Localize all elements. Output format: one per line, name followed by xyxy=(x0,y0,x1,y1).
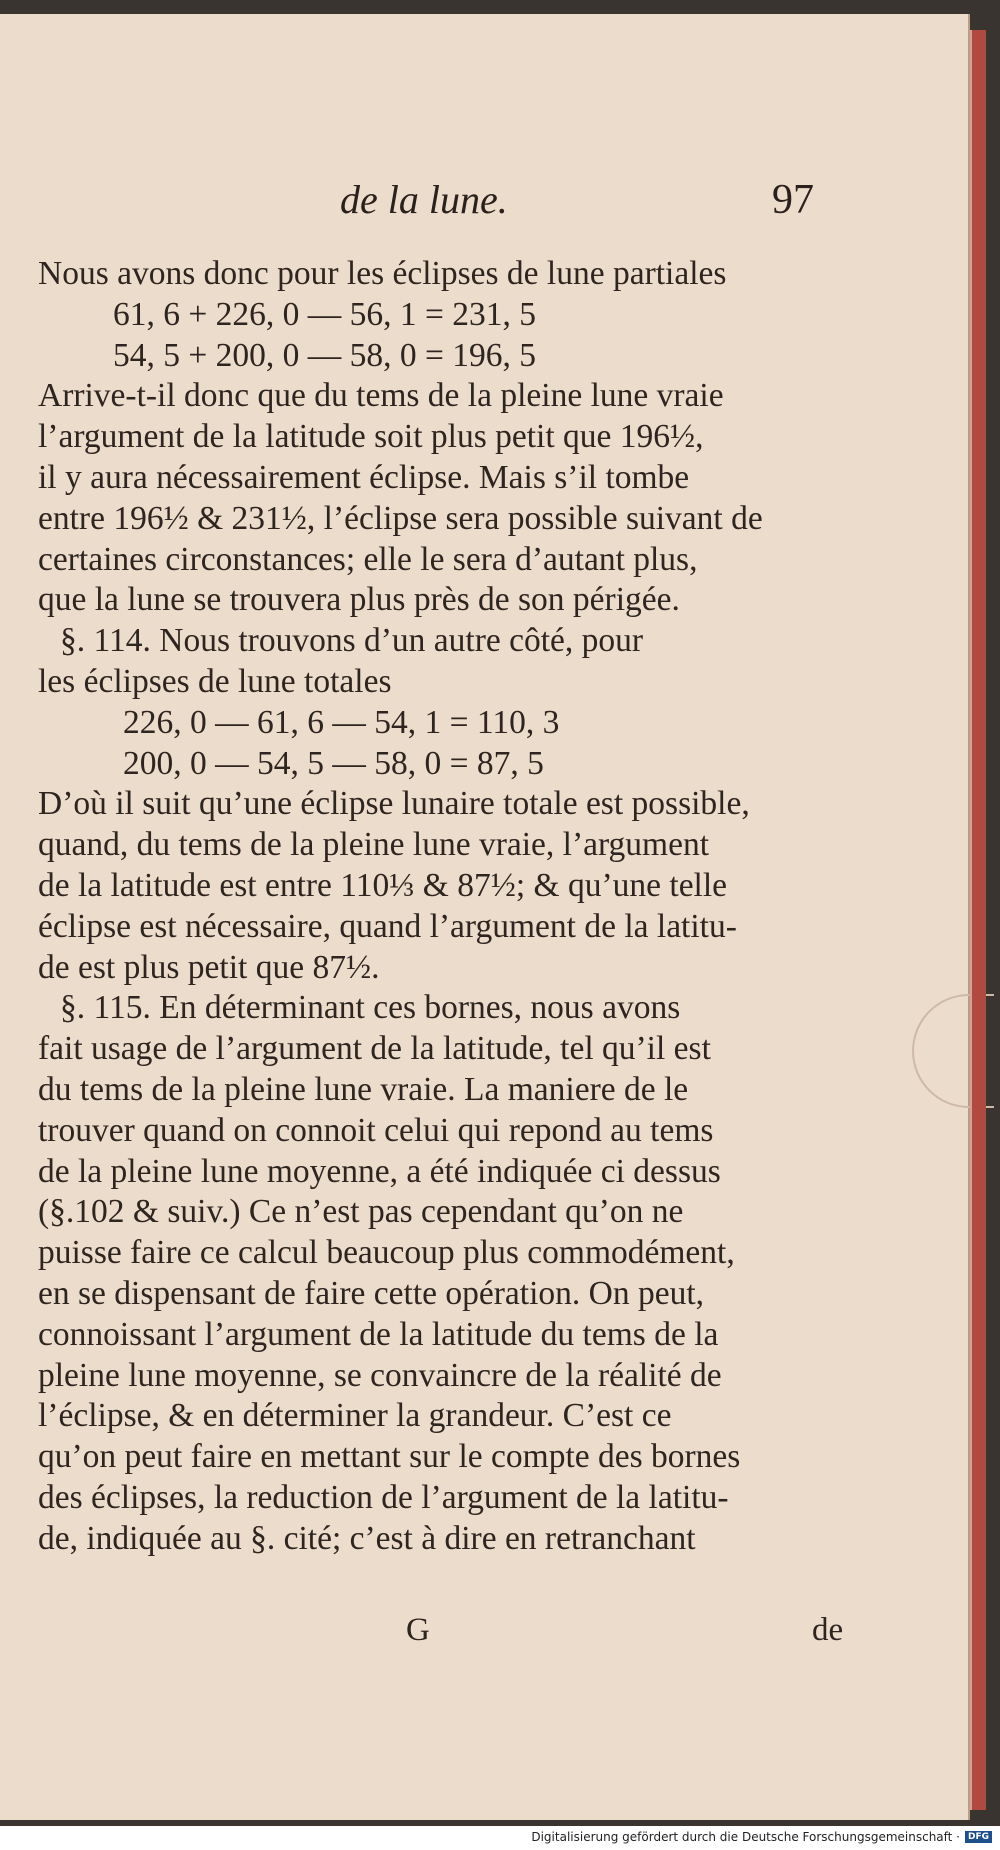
running-title: de la lune. xyxy=(340,177,508,222)
dfg-logo-icon: DFG xyxy=(965,1831,992,1843)
body-text xyxy=(38,254,850,1560)
text-line: de la latitude est entre 110⅓ & 87½; & qu’une telle xyxy=(38,866,728,904)
text-line: connoissant l’argument de la latitude du tems de la xyxy=(38,1315,719,1353)
text-line: qu’on peut faire en mettant sur le compte des bornes xyxy=(38,1438,741,1476)
text-line: pleine lune moyenne, se convaincre de la réalité de xyxy=(38,1356,722,1394)
text-line: du tems de la pleine lune vraie. La maniere de le xyxy=(38,1070,689,1108)
text-line: de est plus petit que 87½. xyxy=(38,948,380,986)
text-line: de, indiquée au §. cité; c’est à dire en retranchant xyxy=(38,1519,696,1557)
footer-strip xyxy=(0,1826,1000,1850)
text-line: éclipse est nécessaire, quand l’argument de la latitu- xyxy=(38,907,737,945)
text-line: §. 115. En déterminant ces bornes, nous avons xyxy=(60,989,681,1027)
text-line: §. 114. Nous trouvons d’un autre côté, pour xyxy=(60,622,644,660)
text-line: de la pleine lune moyenne, a été indiquée ci dessus xyxy=(38,1152,721,1190)
catchword: de xyxy=(812,1612,844,1648)
footer-credit: Digitalisierung gefördert durch die Deutsche Forschungsgemeinschaft · xyxy=(531,1830,960,1844)
text-line: les éclipses de lune totales xyxy=(38,662,392,700)
text-line: que la lune se trouvera plus près de son périgée. xyxy=(38,581,680,619)
text-line: Arrive-t-il donc que du tems de la pleine lune vraie xyxy=(38,377,724,415)
text-line: quand, du tems de la pleine lune vraie, l’argument xyxy=(38,826,710,864)
text-line: des éclipses, la reduction de l’argument de la latitu- xyxy=(38,1478,729,1516)
text-line: fait usage de l’argument de la latitude, tel qu’il est xyxy=(38,1030,711,1068)
text-line: Nous avons donc pour les éclipses de lune partiales xyxy=(38,255,727,292)
text-line: 61, 6 + 226, 0 — 56, 1 = 231, 5 xyxy=(113,295,537,333)
text-line: l’argument de la latitude soit plus petit que 196½, xyxy=(38,418,704,456)
text-line: l’éclipse, & en déterminer la grandeur. C’est ce xyxy=(38,1397,672,1435)
red-page-edge xyxy=(970,30,986,1810)
text-line: puisse faire ce calcul beaucoup plus commodément, xyxy=(38,1234,735,1272)
text-line: entre 196½ & 231½, l’éclipse sera possible suivant de xyxy=(38,499,763,537)
running-head xyxy=(0,176,968,226)
text-line: 54, 5 + 200, 0 — 58, 0 = 196, 5 xyxy=(113,336,537,374)
text-line: D’où il suit qu’une éclipse lunaire totale est possible, xyxy=(38,785,750,823)
signature-mark: G xyxy=(406,1612,430,1648)
book-page xyxy=(0,14,970,1820)
text-line: 200, 0 — 54, 5 — 58, 0 = 87, 5 xyxy=(123,744,544,782)
text-line: (§.102 & suiv.) Ce n’est pas cependant qu’on ne xyxy=(38,1193,684,1231)
page-number: 97 xyxy=(772,177,814,223)
text-line: 226, 0 — 61, 6 — 54, 1 = 110, 3 xyxy=(123,703,560,741)
text-line: certaines circonstances; elle le sera d’autant plus, xyxy=(38,540,698,578)
catchline xyxy=(0,1612,968,1656)
text-line: il y aura nécessairement éclipse. Mais s’il tombe xyxy=(38,458,690,496)
text-line: en se dispensant de faire cette opération. On peut, xyxy=(38,1274,705,1312)
text-line: trouver quand on connoit celui qui repond au tems xyxy=(38,1111,714,1149)
